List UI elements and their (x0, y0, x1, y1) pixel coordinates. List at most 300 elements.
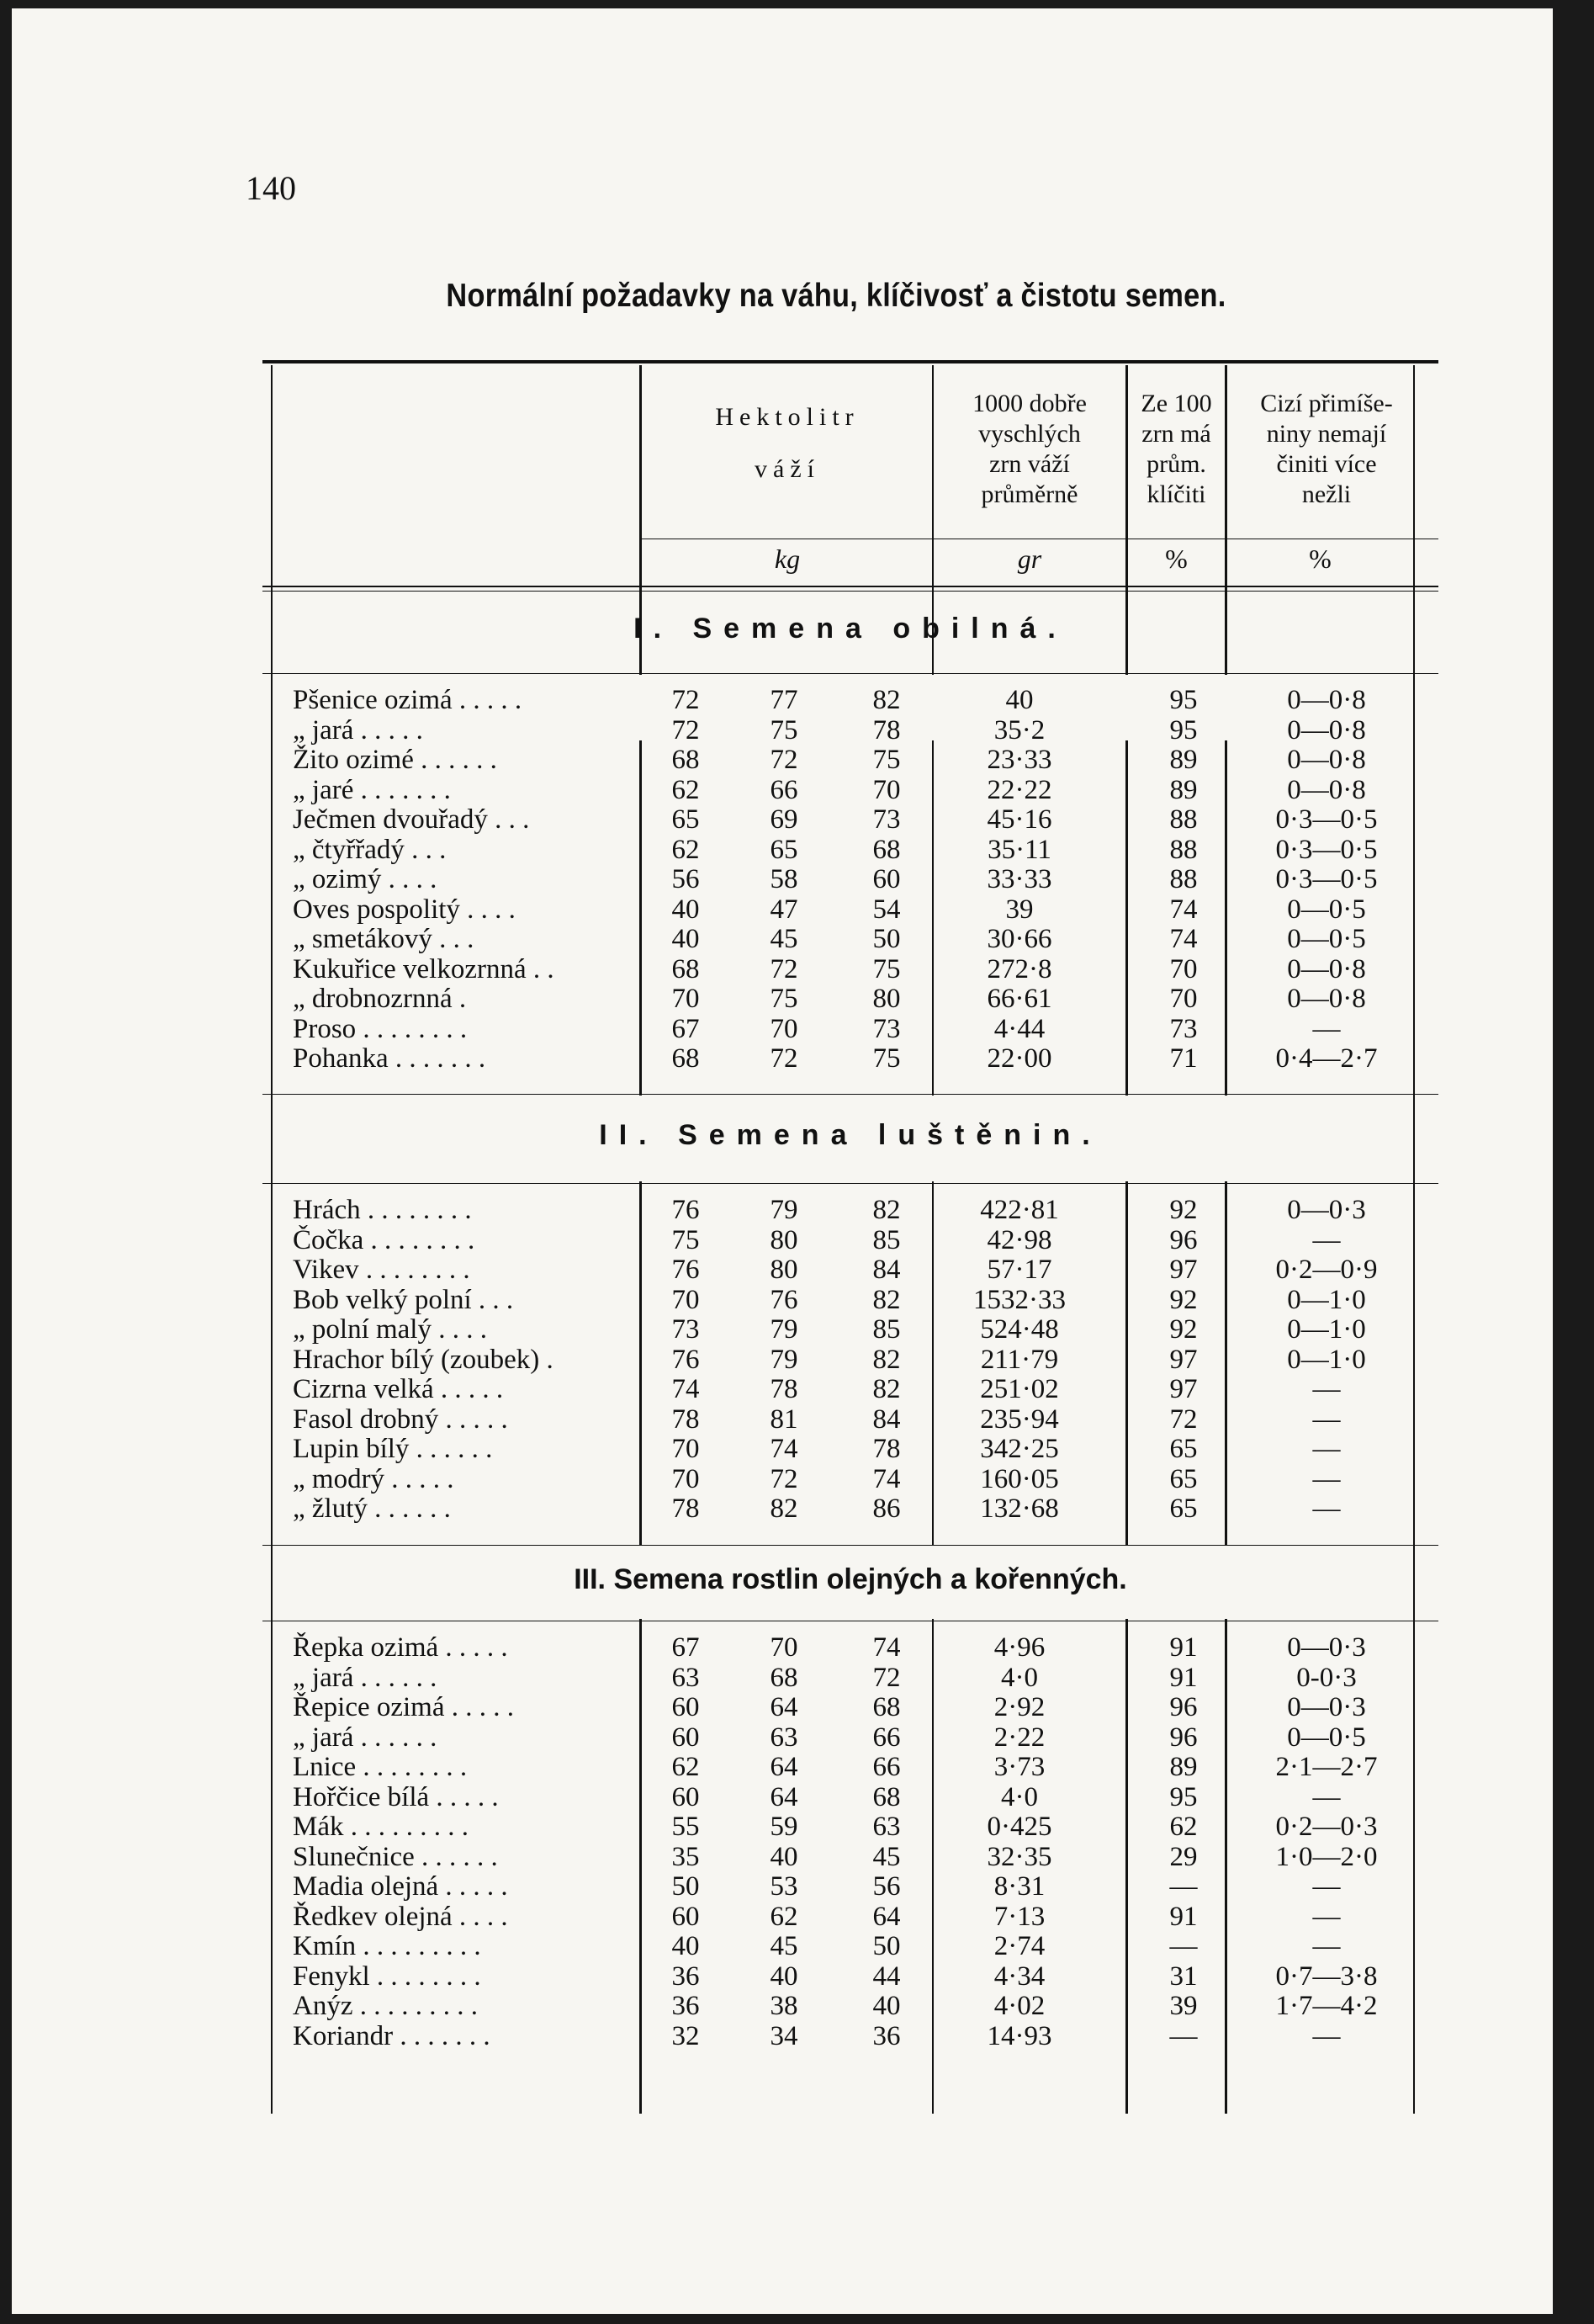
hekto-max: 66 (872, 1752, 901, 1782)
germination: 92 (1169, 1314, 1198, 1345)
seed-name: Řepka ozimá . . . . . (293, 1632, 508, 1663)
impurity: 0·3—0·5 (1275, 864, 1378, 894)
thousand-weight: 4·34 (993, 1961, 1046, 1992)
hekto-avg: 68 (770, 1662, 798, 1693)
impurity: 0—0·8 (1287, 984, 1366, 1014)
impurity: 0—0·3 (1287, 1692, 1366, 1722)
impurity: — (1312, 1901, 1341, 1932)
seed-name: Kukuřice velkozrnná . . (293, 953, 554, 984)
table-row (262, 1285, 1438, 1315)
hekto-max: 70 (872, 774, 901, 805)
hekto-max: 64 (872, 1901, 901, 1932)
header-germination: Ze 100 zrn má prům. klíčiti (1141, 390, 1212, 508)
seed-name: Řepice ozimá . . . . . (293, 1692, 515, 1722)
seed-name: Žito ozimé . . . . . . (293, 745, 497, 775)
germination: 97 (1169, 1255, 1198, 1285)
hekto-avg: 72 (770, 1463, 798, 1494)
hekto-avg: 72 (770, 745, 798, 775)
seed-name: Pohanka . . . . . . . (293, 1043, 486, 1074)
table-row (262, 954, 1438, 984)
seed-name: Ředkev olejná . . . . (293, 1901, 508, 1932)
header-thousand: 1000 dobře vyschlých zrn váží průměrně (972, 390, 1087, 508)
hekto-avg: 53 (770, 1871, 798, 1902)
hekto-max: 60 (872, 864, 901, 894)
thousand-weight: 33·33 (987, 864, 1052, 894)
hekto-min: 36 (671, 1991, 700, 2021)
germination: 62 (1169, 1812, 1198, 1842)
hekto-avg: 66 (770, 774, 798, 805)
seed-name: Pšenice ozimá . . . . . (293, 685, 522, 715)
thousand-weight: 66·61 (987, 984, 1052, 1014)
impurity: — (1312, 1403, 1341, 1435)
hekto-min: 73 (671, 1314, 700, 1345)
thousand-weight: 132·68 (980, 1494, 1059, 1524)
hekto-max: 78 (872, 1434, 901, 1464)
hekto-avg: 80 (770, 1224, 798, 1255)
impurity: 0·3—0·5 (1275, 804, 1378, 835)
hekto-min: 62 (671, 834, 700, 865)
section-title-1: I. Semena obilná. (633, 613, 1067, 645)
hekto-min: 70 (671, 984, 700, 1014)
table-row (262, 1663, 1438, 1693)
hekto-max: 56 (872, 1871, 901, 1902)
hekto-avg: 77 (770, 685, 798, 715)
hekto-avg: 79 (770, 1314, 798, 1345)
seed-name: Hrách . . . . . . . . (293, 1195, 472, 1225)
hekto-min: 68 (671, 1043, 700, 1074)
impurity: 0—0·8 (1287, 714, 1366, 745)
impurity: — (1312, 1494, 1341, 1524)
thousand-weight: 2·22 (993, 1722, 1046, 1753)
thousand-weight: 0·425 (987, 1812, 1052, 1842)
seed-name: „ drobnozrnná . (293, 984, 467, 1014)
table-row (262, 1961, 1438, 1992)
hekto-max: 73 (872, 804, 901, 835)
germination: 31 (1169, 1961, 1198, 1992)
hekto-avg: 69 (770, 804, 798, 835)
table-row (262, 1195, 1438, 1225)
hekto-min: 56 (671, 864, 700, 894)
section1-rule (262, 673, 1438, 674)
seed-table (262, 360, 1438, 2119)
germination: 72 (1169, 1403, 1198, 1435)
thousand-weight: 4·02 (993, 1991, 1046, 2021)
germination: 39 (1169, 1991, 1198, 2021)
impurity: — (1312, 1463, 1341, 1494)
impurity: 0·3—0·5 (1275, 834, 1378, 865)
germination: 91 (1169, 1632, 1198, 1663)
hekto-min: 72 (671, 685, 700, 715)
seed-name: „ jará . . . . . (293, 714, 423, 745)
thousand-weight: 211·79 (980, 1344, 1059, 1375)
hekto-avg: 34 (770, 2020, 798, 2051)
impurity: 2·1—2·7 (1275, 1752, 1378, 1782)
hekto-max: 68 (872, 834, 901, 865)
table-row (262, 1931, 1438, 1961)
table-row (262, 924, 1438, 954)
table-row (262, 2021, 1438, 2051)
germination: 89 (1169, 745, 1198, 775)
table-row (262, 1722, 1438, 1753)
germination: 65 (1169, 1494, 1198, 1524)
germination: 70 (1169, 984, 1198, 1014)
hekto-avg: 59 (770, 1812, 798, 1842)
hekto-min: 68 (671, 953, 700, 984)
seed-name: Hořčice bílá . . . . . (293, 1781, 499, 1812)
germination: 95 (1169, 1781, 1198, 1812)
hekto-avg: 76 (770, 1284, 798, 1315)
impurity: 0—0·8 (1287, 745, 1366, 775)
seed-name: Mák . . . . . . . . . (293, 1812, 469, 1842)
seed-name: Fenykl . . . . . . . . (293, 1961, 481, 1992)
hekto-max: 75 (872, 953, 901, 984)
hekto-avg: 40 (770, 1841, 798, 1872)
hekto-max: 36 (872, 2020, 901, 2051)
seed-name: Čočka . . . . . . . . (293, 1224, 475, 1255)
thousand-weight: 251·02 (980, 1374, 1059, 1404)
table-row (262, 1314, 1438, 1345)
hekto-max: 44 (872, 1961, 901, 1992)
hekto-min: 60 (671, 1692, 700, 1722)
table-row (262, 1374, 1438, 1404)
seed-name: „ modrý . . . . . (293, 1463, 454, 1494)
seed-name: „ polní malý . . . . (293, 1314, 487, 1345)
hekto-min: 78 (671, 1403, 700, 1435)
germination: 95 (1169, 685, 1198, 715)
thousand-weight: 35·2 (993, 714, 1046, 745)
germination: 89 (1169, 774, 1198, 805)
hekto-max: 50 (872, 1931, 901, 1961)
hekto-min: 70 (671, 1434, 700, 1464)
hekto-max: 68 (872, 1692, 901, 1722)
seed-name: Madia olejná . . . . . (293, 1871, 508, 1902)
impurity: 0·2—0·3 (1275, 1812, 1378, 1842)
hekto-min: 40 (671, 894, 700, 925)
hekto-min: 40 (671, 924, 700, 954)
thousand-weight: 4·0 (1001, 1662, 1038, 1693)
hekto-avg: 72 (770, 953, 798, 984)
impurity: 1·7—4·2 (1275, 1991, 1378, 2021)
page-number: 140 (246, 169, 296, 207)
hekto-avg: 40 (770, 1961, 798, 1992)
seed-name: „ jará . . . . . . (293, 1722, 437, 1753)
germination: 88 (1169, 804, 1198, 835)
impurity: — (1312, 1374, 1341, 1404)
hekto-avg: 65 (770, 834, 798, 865)
impurity: 0—1·0 (1287, 1314, 1366, 1345)
table-row (262, 1991, 1438, 2021)
hekto-max: 82 (872, 1284, 901, 1315)
seed-name: Ječmen dvouřadý . . . (293, 804, 530, 835)
hekto-avg: 79 (770, 1195, 798, 1225)
germination: 74 (1169, 894, 1198, 925)
hekto-min: 35 (671, 1841, 700, 1872)
hekto-min: 67 (671, 1013, 700, 1044)
impurity: — (1312, 1781, 1341, 1812)
hekto-avg: 62 (770, 1901, 798, 1932)
seed-name: „ jará . . . . . . (293, 1662, 437, 1693)
germination: 70 (1169, 953, 1198, 984)
thousand-weight: 30·66 (987, 924, 1052, 954)
thousand-weight: 39 (1005, 894, 1034, 925)
thousand-weight: 160·05 (980, 1463, 1059, 1494)
hekto-min: 68 (671, 745, 700, 775)
hekto-min: 76 (671, 1344, 700, 1375)
table-row (262, 1782, 1438, 1812)
seed-name: „ jaré . . . . . . . (293, 774, 451, 805)
seed-name: Slunečnice . . . . . . (293, 1841, 498, 1872)
seed-name: Lnice . . . . . . . . (293, 1752, 468, 1782)
table-row (262, 1404, 1438, 1435)
table-row (262, 1812, 1438, 1842)
hekto-avg: 70 (770, 1632, 798, 1663)
thousand-weight: 40 (1005, 685, 1034, 715)
thousand-weight: 22·00 (987, 1043, 1052, 1074)
impurity: — (1312, 1434, 1341, 1464)
germination: — (1169, 1871, 1198, 1902)
hekto-max: 74 (872, 1463, 901, 1494)
table-row (262, 1225, 1438, 1255)
thousand-weight: 22·22 (987, 774, 1052, 805)
table-top-rule (262, 360, 1438, 363)
impurity: 0—1·0 (1287, 1284, 1366, 1315)
thousand-weight: 14·93 (987, 2020, 1052, 2051)
thousand-weight: 32·35 (987, 1841, 1052, 1872)
thousand-weight: 35·11 (988, 834, 1051, 865)
hekto-max: 66 (872, 1722, 901, 1753)
seed-name: Lupin bílý . . . . . . (293, 1434, 493, 1464)
impurity: 0·2—0·9 (1275, 1255, 1378, 1285)
thousand-weight: 422·81 (980, 1195, 1059, 1225)
hekto-avg: 78 (770, 1374, 798, 1404)
thousand-weight: 57·17 (987, 1255, 1052, 1285)
impurity: 0—0·8 (1287, 774, 1366, 805)
germination: 96 (1169, 1224, 1198, 1255)
hekto-max: 54 (872, 894, 901, 925)
table-row (262, 1871, 1438, 1902)
thousand-weight: 2·92 (993, 1692, 1046, 1722)
germination: 92 (1169, 1284, 1198, 1315)
header-bottom-rule (262, 586, 1438, 587)
unit-kg: kg (774, 544, 801, 574)
thousand-weight: 4·0 (1001, 1781, 1038, 1812)
germination: 97 (1169, 1344, 1198, 1375)
table-row (262, 1632, 1438, 1663)
hekto-max: 80 (872, 984, 901, 1014)
thousand-weight: 272·8 (987, 953, 1052, 984)
hekto-max: 86 (872, 1494, 901, 1524)
germination: 97 (1169, 1374, 1198, 1404)
table-row (262, 1464, 1438, 1494)
table-row (262, 1043, 1438, 1074)
table-row (262, 1345, 1438, 1375)
hekto-min: 50 (671, 1871, 700, 1902)
hekto-avg: 64 (770, 1692, 798, 1722)
impurity: — (1312, 1013, 1341, 1044)
hekto-max: 63 (872, 1812, 901, 1842)
impurity: 0·7—3·8 (1275, 1961, 1378, 1992)
impurity: 0—0·3 (1287, 1195, 1366, 1225)
section-title-2: II. Semena luštěnin. (599, 1119, 1102, 1151)
seed-name: Proso . . . . . . . . (293, 1013, 468, 1044)
impurity: 0—0·5 (1287, 1722, 1366, 1753)
impurity: — (1312, 1931, 1341, 1961)
seed-name: Bob velký polní . . . (293, 1284, 514, 1315)
hekto-min: 70 (671, 1284, 700, 1315)
thousand-weight: 342·25 (980, 1434, 1059, 1464)
hekto-avg: 38 (770, 1991, 798, 2021)
seed-name: Oves pospolitý . . . . (293, 894, 516, 925)
impurity: 0·4—2·7 (1275, 1043, 1378, 1074)
unit-germ-percent: % (1165, 544, 1188, 574)
hekto-max: 75 (872, 745, 901, 775)
seed-name: Fasol drobný . . . . . (293, 1403, 508, 1435)
germination: 88 (1169, 834, 1198, 865)
hekto-avg: 47 (770, 894, 798, 925)
thousand-weight: 4·96 (993, 1632, 1046, 1663)
table-row (262, 1014, 1438, 1044)
hekto-min: 78 (671, 1494, 700, 1524)
hekto-avg: 70 (770, 1013, 798, 1044)
hekto-max: 73 (872, 1013, 901, 1044)
germination: 95 (1169, 714, 1198, 745)
hekto-max: 82 (872, 1195, 901, 1225)
hekto-max: 82 (872, 685, 901, 715)
thousand-weight: 2·74 (993, 1931, 1046, 1961)
table-row (262, 894, 1438, 925)
thousand-weight: 1532·33 (973, 1284, 1066, 1315)
hekto-avg: 64 (770, 1752, 798, 1782)
hekto-max: 68 (872, 1781, 901, 1812)
hekto-avg: 79 (770, 1344, 798, 1375)
germination: — (1169, 2020, 1198, 2051)
hekto-max: 82 (872, 1344, 901, 1375)
table-row (262, 1255, 1438, 1285)
seed-name: Cizrna velká . . . . . (293, 1374, 504, 1404)
hekto-min: 63 (671, 1662, 700, 1693)
hekto-avg: 74 (770, 1434, 798, 1464)
hekto-min: 60 (671, 1901, 700, 1932)
impurity: 0—0·8 (1287, 953, 1366, 984)
hekto-max: 84 (872, 1255, 901, 1285)
germination: 73 (1169, 1013, 1198, 1044)
impurity: 0—0·8 (1287, 685, 1366, 715)
impurity: 0—1·0 (1287, 1344, 1366, 1375)
germination: 88 (1169, 864, 1198, 894)
hekto-avg: 82 (770, 1494, 798, 1524)
hekto-min: 36 (671, 1961, 700, 1992)
table-row (262, 1434, 1438, 1464)
impurity: — (1312, 1871, 1341, 1902)
impurity: 0—0·5 (1287, 924, 1366, 954)
germination: 74 (1169, 924, 1198, 954)
germination: 89 (1169, 1752, 1198, 1782)
seed-name: „ čtyřřadý . . . (293, 834, 447, 865)
hekto-min: 67 (671, 1632, 700, 1663)
table-row (262, 804, 1438, 835)
header-vazi: váží (755, 455, 820, 483)
table-row (262, 1494, 1438, 1524)
header-hektolitr: Hektolitr (715, 403, 860, 431)
thousand-weight: 7·13 (993, 1901, 1046, 1932)
hekto-min: 60 (671, 1722, 700, 1753)
hekto-min: 70 (671, 1463, 700, 1494)
table-row (262, 1752, 1438, 1782)
table-row (262, 685, 1438, 715)
hekto-min: 60 (671, 1781, 700, 1812)
thousand-weight: 524·48 (980, 1314, 1059, 1345)
germination: — (1169, 1931, 1198, 1961)
impurity: — (1312, 1224, 1341, 1255)
hekto-max: 72 (872, 1662, 901, 1693)
page-title: Normální požadavky na váhu, klíčivosť a čistotu semen. (446, 278, 1226, 314)
unit-gr: gr (1017, 544, 1042, 574)
germination: 96 (1169, 1692, 1198, 1722)
hekto-max: 78 (872, 714, 901, 745)
table-row (262, 715, 1438, 745)
hekto-max: 40 (872, 1991, 901, 2021)
hekto-avg: 75 (770, 984, 798, 1014)
unit-impurity-percent: % (1309, 544, 1332, 574)
hekto-avg: 45 (770, 1931, 798, 1961)
hekto-max: 75 (872, 1043, 901, 1074)
hekto-avg: 58 (770, 864, 798, 894)
impurity: 0—0·3 (1287, 1632, 1366, 1663)
thousand-weight: 45·16 (987, 804, 1052, 835)
header-impurities: Cizí přimíše- niny nemají činiti více nežli (1260, 390, 1393, 508)
hekto-max: 82 (872, 1374, 901, 1404)
hekto-min: 55 (671, 1812, 700, 1842)
seed-name: Vikev . . . . . . . . (293, 1255, 470, 1285)
section2-rule (262, 1183, 1438, 1184)
seed-name: „ ozimý . . . . (293, 864, 437, 894)
hekto-max: 50 (872, 924, 901, 954)
section2-end-rule (262, 1545, 1438, 1546)
table-row (262, 775, 1438, 805)
impurity: 0-0·3 (1296, 1662, 1357, 1693)
thousand-weight: 8·31 (993, 1871, 1046, 1902)
hekto-max: 85 (872, 1314, 901, 1345)
table-row (262, 835, 1438, 865)
table-row (262, 1902, 1438, 1932)
seed-name: Anýz . . . . . . . . . (293, 1991, 478, 2021)
table-row (262, 864, 1438, 894)
page (12, 8, 1553, 2314)
hekto-avg: 75 (770, 714, 798, 745)
hekto-max: 85 (872, 1224, 901, 1255)
hekto-avg: 81 (770, 1403, 798, 1435)
hekto-avg: 72 (770, 1043, 798, 1074)
hekto-min: 76 (671, 1255, 700, 1285)
hekto-avg: 63 (770, 1722, 798, 1753)
germination: 96 (1169, 1722, 1198, 1753)
germination: 92 (1169, 1195, 1198, 1225)
hekto-avg: 80 (770, 1255, 798, 1285)
hekto-max: 84 (872, 1403, 901, 1435)
seed-name: Kmín . . . . . . . . . (293, 1931, 481, 1961)
impurity: 1·0—2·0 (1275, 1841, 1378, 1872)
germination: 91 (1169, 1662, 1198, 1693)
seed-name: Hrachor bílý (zoubek) . (293, 1344, 553, 1375)
hekto-min: 76 (671, 1195, 700, 1225)
seed-name: Koriandr . . . . . . . (293, 2020, 490, 2051)
germination: 91 (1169, 1901, 1198, 1932)
table-row (262, 745, 1438, 775)
germination: 65 (1169, 1463, 1198, 1494)
hekto-avg: 45 (770, 924, 798, 954)
hekto-min: 65 (671, 804, 700, 835)
thousand-weight: 235·94 (980, 1403, 1059, 1435)
